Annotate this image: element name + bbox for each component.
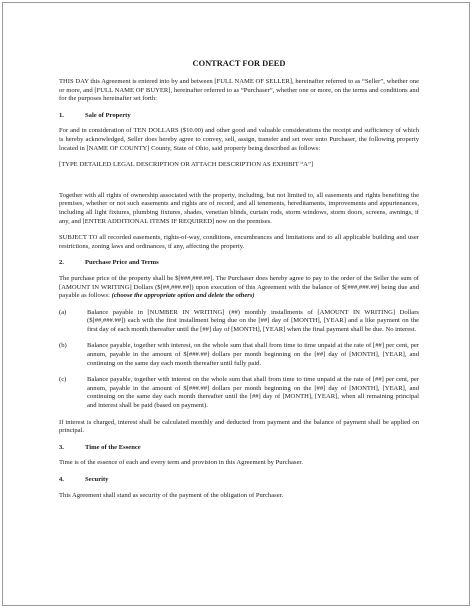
section-4-title: Security xyxy=(85,476,109,483)
intro-paragraph: THIS DAY this Agreement is entered into by and between [FULL NAME OF SELLER], hereinafter referred to as “Seller”, whether one or more, and [FULL NAME OF BUYER], hereinafter referred to as “Purchaser”, whether one or more, on the terms and conditions and for the purposes hereinafter set forth: xyxy=(59,78,419,103)
section-1-number: 1. xyxy=(59,111,64,119)
option-b-label: (b) xyxy=(59,342,67,350)
option-a-text: Balance payable in [NUMBER IN WRITING] (##) monthly installments of [AMOUNT IN WRITING] Dollars ($[##,###.##]) each with the first installment being due on the [##] day of [MONTH], [YEAR] and a like payment on the first day of each month thereafter until the [##] day of [MONTH], [YEAR] when the final payment shall be due. No interest. xyxy=(87,308,419,333)
section-1-paragraph-3: Together with all rights of ownership associated with the property, including, but not limited to, all easements and rights benefiting the premises, whether or not such easements and rights are of record, and all tenements, hereditaments, improvements and appurtenances, including all light fixtures, plumbing fixtures, shades, venetian blinds, curtain rods, storm windows, storm doors, screens, awnings, if any, and [ENTER ADDITIONAL ITEMS IF REQUIRED] now on the premises. xyxy=(59,191,419,225)
section-4-number: 4. xyxy=(59,476,64,483)
option-a-label: (a) xyxy=(59,308,67,316)
section-2-paragraph-1 xyxy=(59,275,419,301)
option-c-label: (c) xyxy=(59,376,67,384)
section-2-heading xyxy=(59,259,419,268)
section-1-title: Sale of Property xyxy=(85,111,131,119)
section-3-number: 3. xyxy=(59,443,64,451)
section-2-paragraph-2: If interest is charged, interest shall be calculated monthly and deducted from payment and the balance of payment shall be applied on principal. xyxy=(59,418,419,435)
option-b xyxy=(59,342,419,368)
section-1-heading xyxy=(59,112,419,121)
section-4-paragraph: This Agreement shall stand as security of the payment of the obligation of Purchaser. xyxy=(59,491,284,499)
purchase-price-text: The purchase price of the property shall be $[###,###.##]. The Purchaser does hereby agree to pay to the order of the Seller the sum of [AMOUNT IN WRITING] Dollars ($[##,###.##]) upon execution of this Agreement with the balance of $[###,###.##] being due and payable as follows: xyxy=(59,274,419,300)
option-instruction: (choose the appropriate option and delete the others) xyxy=(111,292,255,300)
section-3-heading xyxy=(59,444,419,453)
section-2-title: Purchase Price and Terms xyxy=(85,259,159,267)
document-title: CONTRACT FOR DEED xyxy=(192,59,286,68)
option-b-text: Balance payable, together with interest, on the whole sum that shall from time to time unpaid at the rate of [##] per cent, per annum, payable in the amount of $[###.##] dollars per month beginning on the [##] day of [MONTH], [YEAR], and continuing on the same day each month thereafter until fully paid. xyxy=(87,342,419,367)
option-c-text: Balance payable, together with interest on the whole sum that shall from time to time unpaid at the rate of [##] per cent, per annum, payable in the amount of $[###.##] dollars per month beginning on the [##] day of [MONTH], [YEAR], and continuing on the same day each month thereafter until the [##] day of [MONTH], [YEAR], when all remaining principal and interest shall be paid (based on payment). xyxy=(87,376,419,410)
option-a xyxy=(59,309,419,335)
section-1-paragraph-1: For and in consideration of TEN DOLLARS ($10.00) and other good and valuable considerations the receipt and sufficiency of which is hereby acknowledged, Seller does hereby agree to convey, sell, assign, transfer and set over unto Purchaser, the following property located in [NAME OF COUNTY] County, State of Ohio, said property being described as follows: xyxy=(59,127,419,152)
section-3-title: Time of the Essence xyxy=(85,443,141,451)
option-c xyxy=(59,376,419,410)
document-page xyxy=(59,59,419,508)
document-frame xyxy=(2,2,470,606)
section-4-heading xyxy=(59,476,419,485)
section-1-paragraph-4: SUBJECT TO all recorded easements, rights-of-way, conditions, encumbrances and limitations and to all applicable building and user restrictions, zoning laws and ordinances, if any, affecting the property. xyxy=(59,234,419,250)
section-3-paragraph: Time is of the essence of each and every term and provision in this Agreement by Purchaser. xyxy=(59,459,303,467)
legal-description-placeholder: [TYPE DETAILED LEGAL DESCRIPTION OR ATTACH DESCRIPTION AS EXHIBIT “A”] xyxy=(59,161,314,169)
section-2-number: 2. xyxy=(59,259,64,267)
